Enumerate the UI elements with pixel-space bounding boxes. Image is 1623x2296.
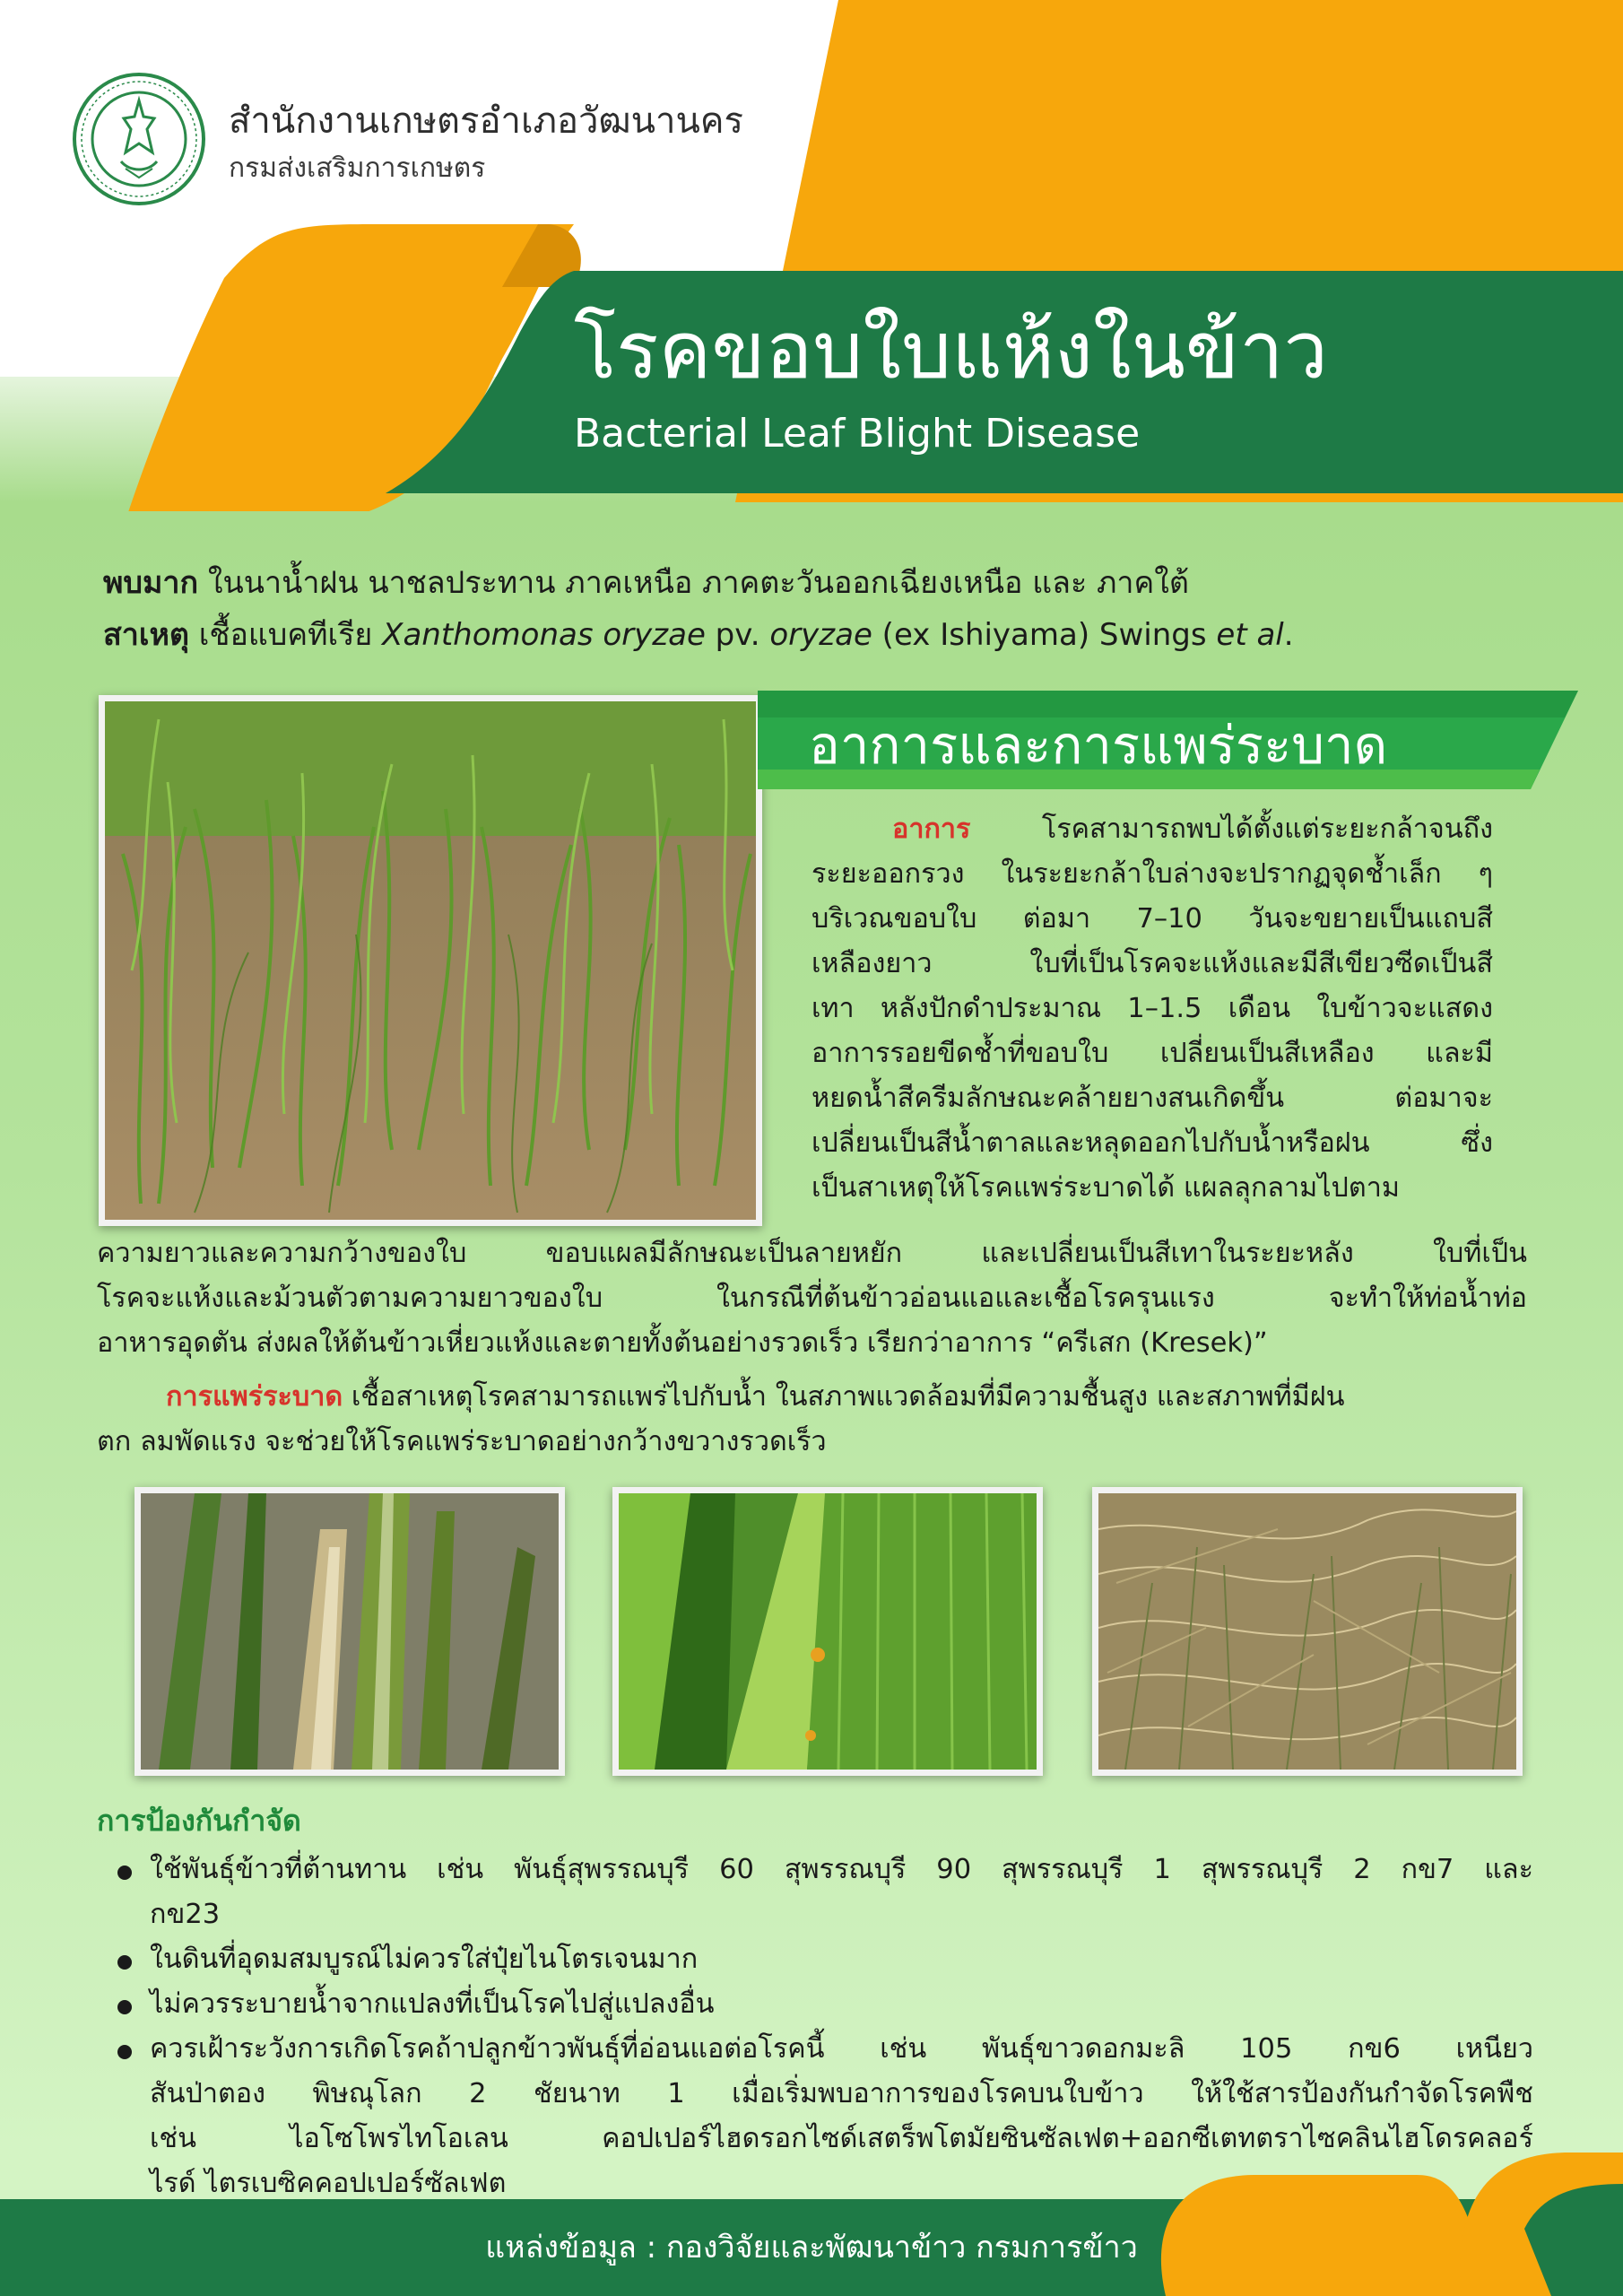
symptom-line-5: อาการรอยขีดช้ำที่ขอบใบ เปลี่ยนเป็นสีเหลือง และมี [812, 1038, 1493, 1069]
cause-text: เชื้อแบคทีเรีย [188, 617, 383, 653]
cause-text-pv: pv. [705, 617, 770, 653]
spread-line-1: ตก ลมพัดแรง จะช่วยให้โรคแพร่ระบาดอย่างกว้างขวางรวดเร็ว [97, 1426, 827, 1457]
symptom-line-7: เปลี่ยนเป็นสีน้ำตาลและหลุดออกไปกับน้ำหรือฝน ซึ่ง [812, 1127, 1493, 1159]
symptom-first-line [892, 807, 1493, 852]
cause-et-al: et al [1216, 617, 1284, 653]
prevention-item-3-line-2: เช่น ไอโซโพรไทโอเลน คอปเปอร์ไฮดรอกไซด์เสตร็พโตมัยซินซัลเฟต+ออกซีเตทตราไซคลินไฮโดรคลอร์ [150, 2123, 1533, 2154]
spread-line-0 [166, 1375, 1527, 1420]
footer-source: แหล่งข้อมูล : กองวิจัยและพัฒนาข้าว กรมการข้าว [485, 2230, 1138, 2266]
symptom-line-1: ระยะออกรวง ในระยะกล้าใบล่างจะปรากฏจุดช้ำเล็ก ๆ [812, 858, 1493, 890]
found-text: ในนาน้ำฝน นาชลประทาน ภาคเหนือ ภาคตะวันออกเฉียงเหนือ และ ภาคใต้ [198, 565, 1189, 601]
spread-text-0: เชื้อสาเหตุโรคสามารถแพร่ไปกับน้ำ ในสภาพแวดล้อมที่มีความชื้นสูง และสภาพที่มีฝน [343, 1381, 1345, 1413]
bullet-icon [117, 1955, 132, 1970]
prevention-item-3-line-3: ไรด์ ไตรเบซิคคอปเปอร์ซัลเฟต [150, 2168, 507, 2199]
prevention-title: การป้องกันกำจัด [97, 1804, 301, 1838]
symptom-label: อาการ [892, 813, 971, 845]
leaf-lesion-photo [135, 1487, 565, 1776]
cause-label: สาเหตุ [103, 617, 189, 653]
symptom-line-4: เทา หลังปักดำประมาณ 1–1.5 เดือน ใบข้าวจะแสดง [812, 993, 1493, 1024]
symptom-line-0: โรคสามารถพบได้ตั้งแต่ระยะกล้าจนถึง [1041, 813, 1493, 845]
intro-found-line [103, 558, 1189, 606]
prevention-item-3-line-0: ควรเฝ้าระวังการเกิดโรคถ้าปลูกข้าวพันธุ์ที่อ่อนแอต่อโรคนี้ เช่น พันธุ์ขาวดอกมะลิ 105 กข6 เหนียว [150, 2033, 1533, 2065]
rice-field-photo [99, 695, 762, 1226]
bullet-icon [117, 2000, 132, 2014]
prevention-item-3-line-1: สันป่าตอง พิษณุโลก 2 ชัยนาท 1 เมื่อเริ่มพบอาการของโรคบนใบข้าว ให้ใช้สารป้องกันกำจัดโรคพืช [150, 2078, 1533, 2109]
symptom-full-line-2: อาหารอุดตัน ส่งผลให้ต้นข้าวเหี่ยวแห้งและตายทั้งต้นอย่างรวดเร็ว เรียกว่าอาการ “ครีเสก (Kresek)” [97, 1327, 1268, 1359]
prevention-item-2-line-0: ไม่ควรระบายน้ำจากแปลงที่เป็นโรคไปสู่แปลงอื่น [150, 1988, 715, 2020]
page-subtitle: Bacterial Leaf Blight Disease [574, 411, 1141, 457]
found-label: พบมาก [103, 565, 199, 601]
intro-cause-line [103, 610, 1294, 658]
cause-pathovar: oryzae [769, 617, 872, 653]
cause-authority: (ex Ishiyama) Swings [872, 617, 1217, 653]
bullet-icon [117, 2045, 132, 2059]
symptom-full-line-0: ความยาวและความกว้างของใบ ขอบแผลมีลักษณะเป็นลายหยัก และเปลี่ยนเป็นสีเทาในระยะหลัง ใบที่เป็น [97, 1238, 1527, 1269]
organization-department: กรมส่งเสริมการเกษตร [229, 152, 486, 184]
prevention-item-0-line-0: ใช้พันธุ์ข้าวที่ต้านทาน เช่น พันธุ์สุพรรณบุรี 60 สุพรรณบุรี 90 สุพรรณบุรี 1 สุพรรณบุรี 2 กข7 และ [150, 1854, 1533, 1885]
cause-species: Xanthomonas oryzae [382, 617, 706, 653]
cause-period: . [1283, 617, 1294, 653]
prevention-item-1-line-0: ในดินที่อุดมสมบูรณ์ไม่ควรใส่ปุ๋ยไนโตรเจนมาก [150, 1944, 699, 1975]
symptom-line-3: เหลืองยาว ใบที่เป็นโรคจะแห้งและมีสีเขียวซีดเป็นสี [812, 948, 1493, 979]
bullet-icon [117, 1866, 132, 1880]
symptom-line-8: เป็นสาเหตุให้โรคแพร่ระบาดได้ แผลลุกลามไปตาม [812, 1172, 1400, 1204]
kresek-field-photo [1092, 1487, 1523, 1776]
page-title: โรคขอบใบแห้งในข้าว [574, 304, 1328, 396]
spread-label: การแพร่ระบาด [166, 1381, 343, 1413]
section-title: อาการและการแพร่ระบาด [809, 715, 1388, 776]
symptom-full-line-1: โรคจะแห้งและม้วนตัวตามความยาวของใบ ในกรณีที่ต้นข้าวอ่อนแอและเชื้อโรครุนแรง จะทำให้ท่อน้ำท่อ [97, 1283, 1527, 1314]
prevention-item-0-line-1: กข23 [150, 1899, 221, 1930]
leaf-ooze-photo [612, 1487, 1043, 1776]
symptom-line-6: หยดน้ำสีครีมลักษณะคล้ายยางสนเกิดขึ้น ต่อมาจะ [812, 1083, 1493, 1114]
organization-name: สำนักงานเกษตรอำเภอวัฒนานคร [229, 100, 744, 142]
symptom-line-2: บริเวณขอบใบ ต่อมา 7–10 วันจะขยายเป็นแถบสี [812, 903, 1493, 935]
department-seal-logo [72, 72, 206, 206]
